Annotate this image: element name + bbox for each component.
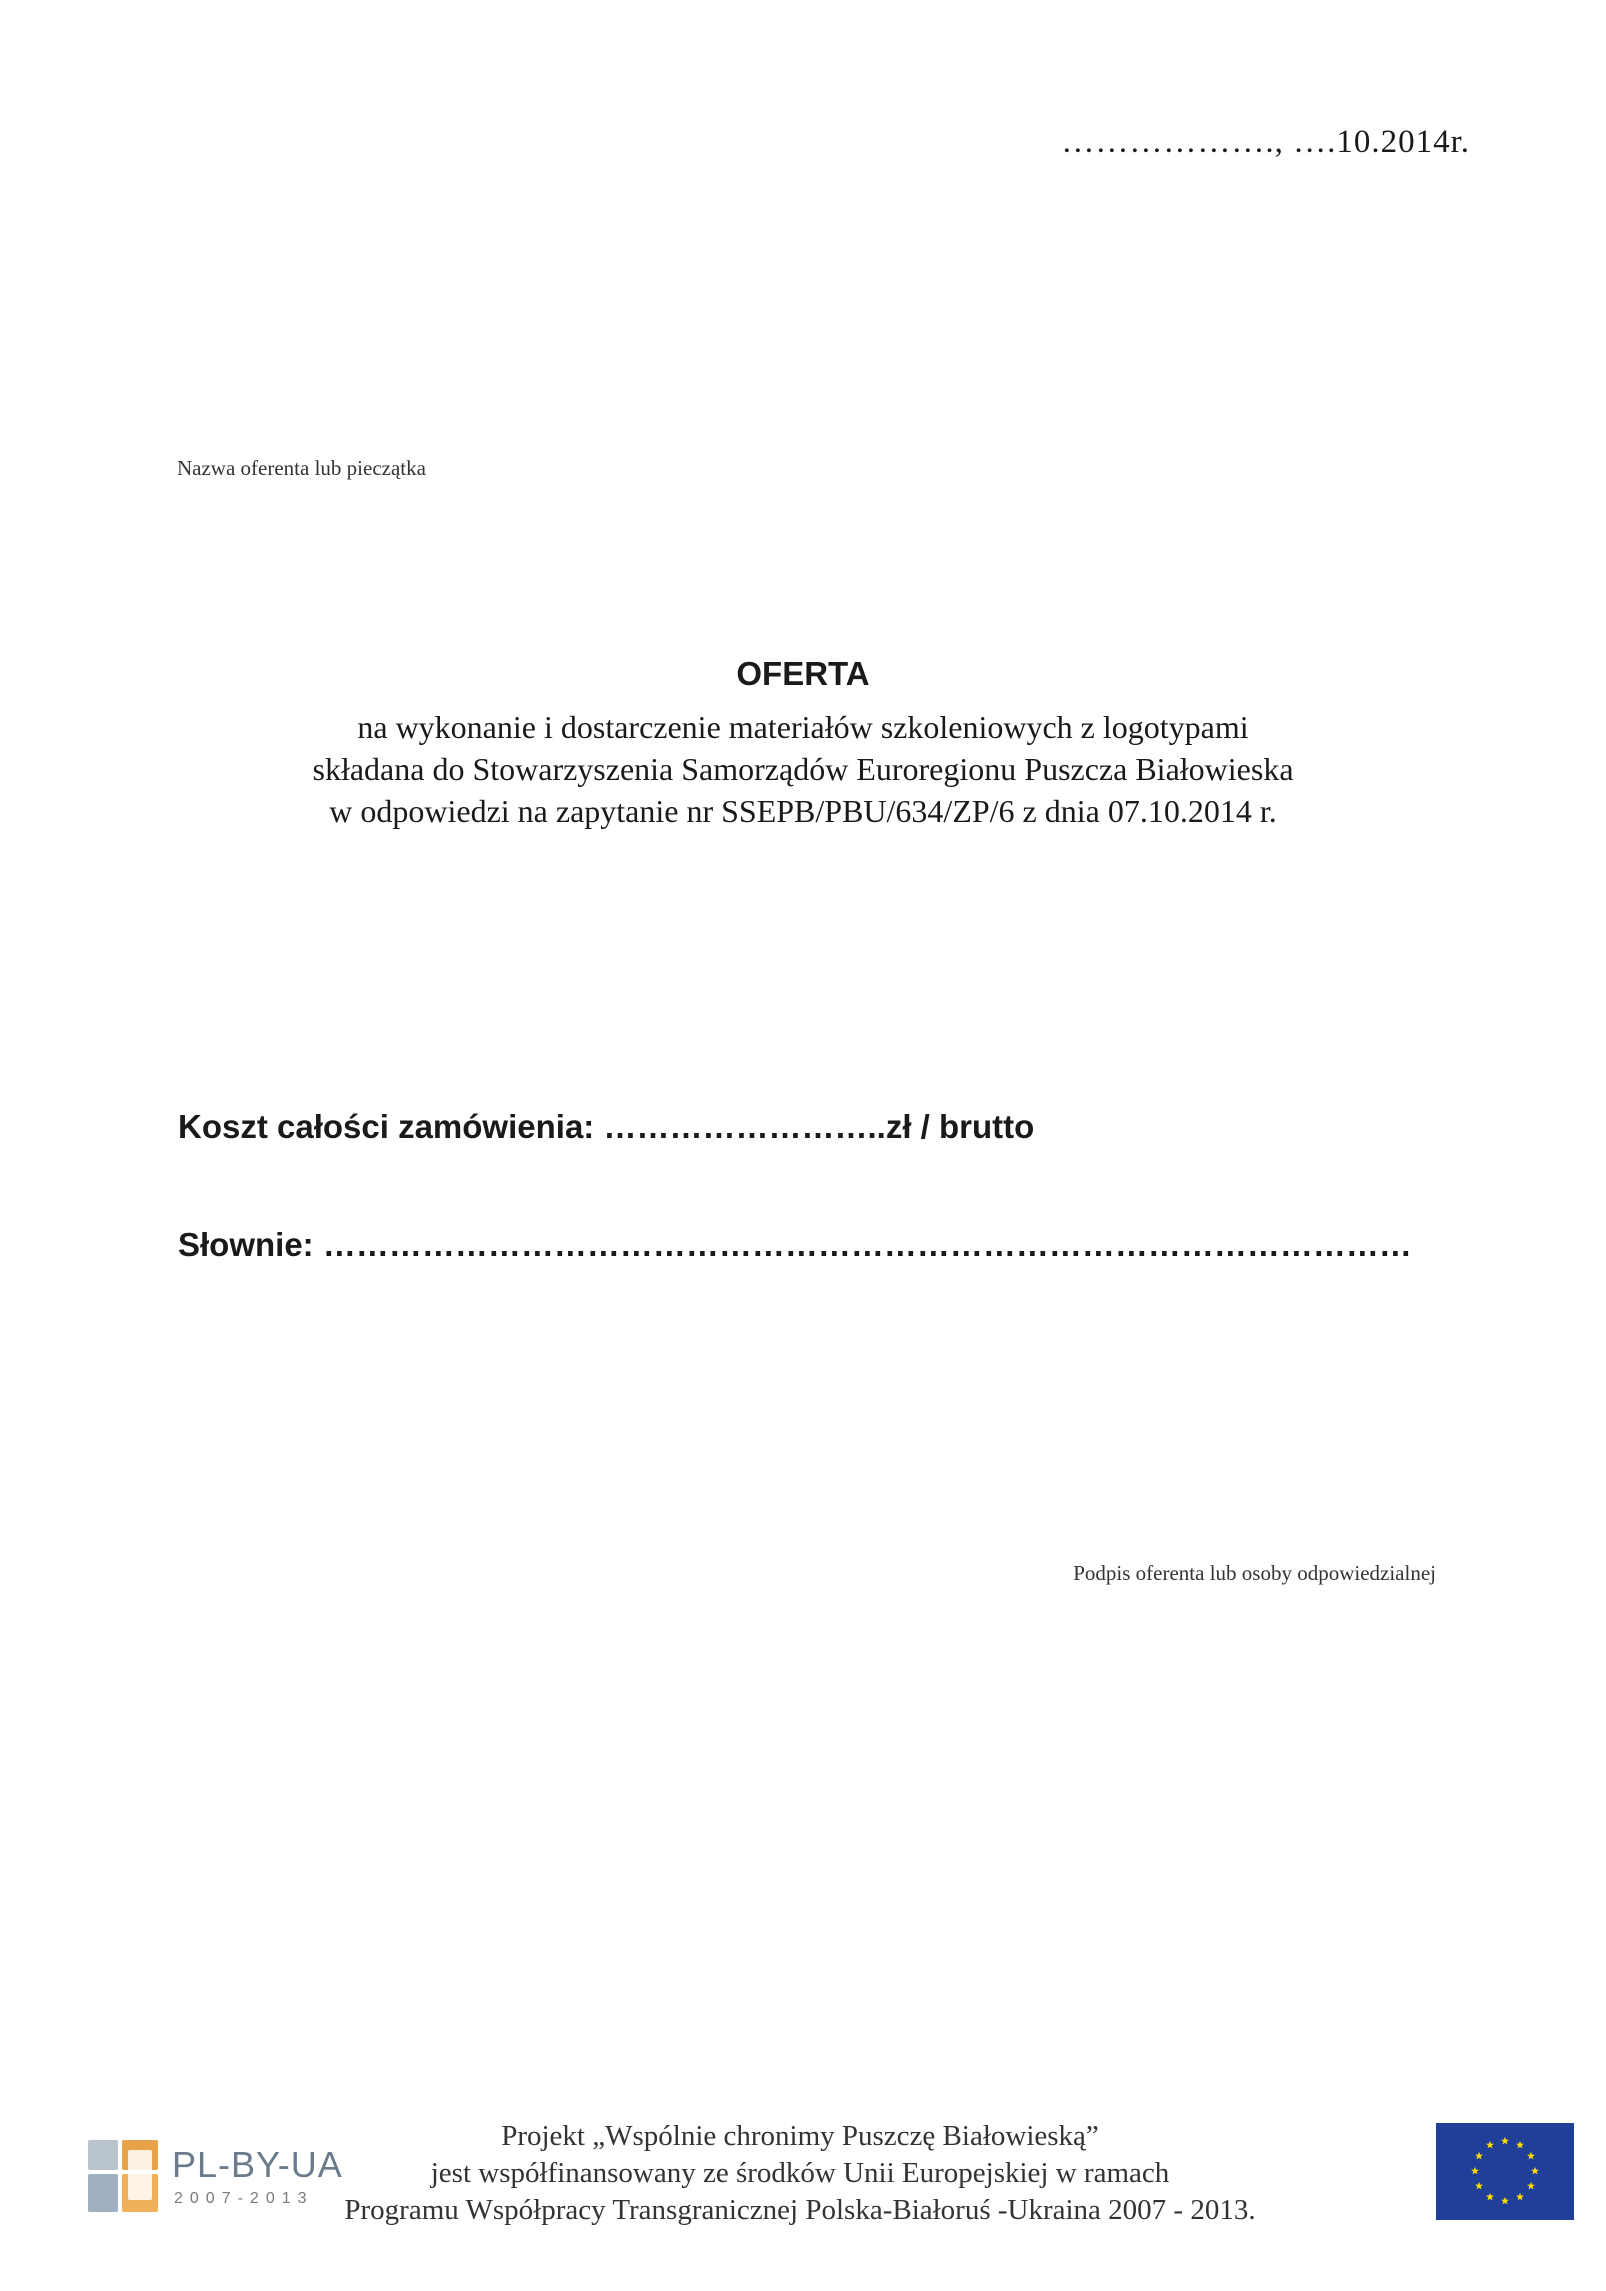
signature-label: Podpis oferenta lub osoby odpowiedzialnej	[1073, 1561, 1436, 1585]
eu-star-icon	[1471, 2167, 1479, 2175]
offer-title: OFERTA	[736, 655, 870, 692]
eu-star-icon	[1516, 2141, 1524, 2149]
cost-line	[178, 1108, 1034, 1146]
cost-label: Koszt całości zamówienia:	[178, 1108, 595, 1145]
footer-line: Programu Współpracy Transgranicznej Polska-Białoruś -Ukraina 2007 - 2013.	[344, 2194, 1256, 2226]
date-line: ………………., ….10.2014r.	[1061, 124, 1470, 160]
logo-years: 2007-2013	[174, 2190, 314, 2207]
eu-star-icon	[1527, 2182, 1535, 2190]
cost-blank: ……………………..	[603, 1108, 886, 1145]
cost-unit: zł / brutto	[885, 1108, 1035, 1145]
eu-star-icon	[1501, 2137, 1509, 2145]
eu-star-icon	[1501, 2197, 1509, 2205]
offer-subtitle-line: w odpowiedzi na zapytanie nr SSEPB/PBU/634/ZP/6 z dnia 07.10.2014 r.	[329, 793, 1277, 829]
eu-star-icon	[1516, 2193, 1524, 2201]
footer-line: jest współfinansowany ze środków Unii Europejskiej w ramach	[430, 2157, 1170, 2189]
offer-subtitle	[0, 706, 1606, 832]
amount-in-words-line	[178, 1226, 1412, 1264]
eu-star-icon	[1475, 2182, 1483, 2190]
eu-star-icon	[1531, 2167, 1539, 2175]
offer-subtitle-line: składana do Stowarzyszenia Samorządów Euroregionu Puszcza Białowieska	[312, 751, 1294, 787]
pl-by-ua-logo-mark	[88, 2140, 158, 2212]
footer-line: Projekt „Wspólnie chronimy Puszczę Białowieską”	[501, 2120, 1099, 2152]
amount-in-words-blank: ………………………………………………………………………………………	[322, 1226, 1412, 1263]
eu-flag-stars-icon	[1436, 2123, 1574, 2220]
eu-star-icon	[1527, 2152, 1535, 2160]
offer-subtitle-line: na wykonanie i dostarczenie materiałów szkoleniowych z logotypami	[357, 709, 1249, 745]
bidder-name-label: Nazwa oferenta lub pieczątka	[177, 456, 426, 480]
amount-in-words-label: Słownie:	[178, 1226, 314, 1263]
footer-funding-note	[340, 2118, 1260, 2229]
eu-flag-icon	[1436, 2123, 1574, 2220]
eu-star-icon	[1486, 2141, 1494, 2149]
logo-name: PL-BY-UA	[172, 2144, 343, 2185]
eu-star-icon	[1475, 2152, 1483, 2160]
eu-star-icon	[1486, 2193, 1494, 2201]
pl-by-ua-logo	[88, 2140, 348, 2220]
